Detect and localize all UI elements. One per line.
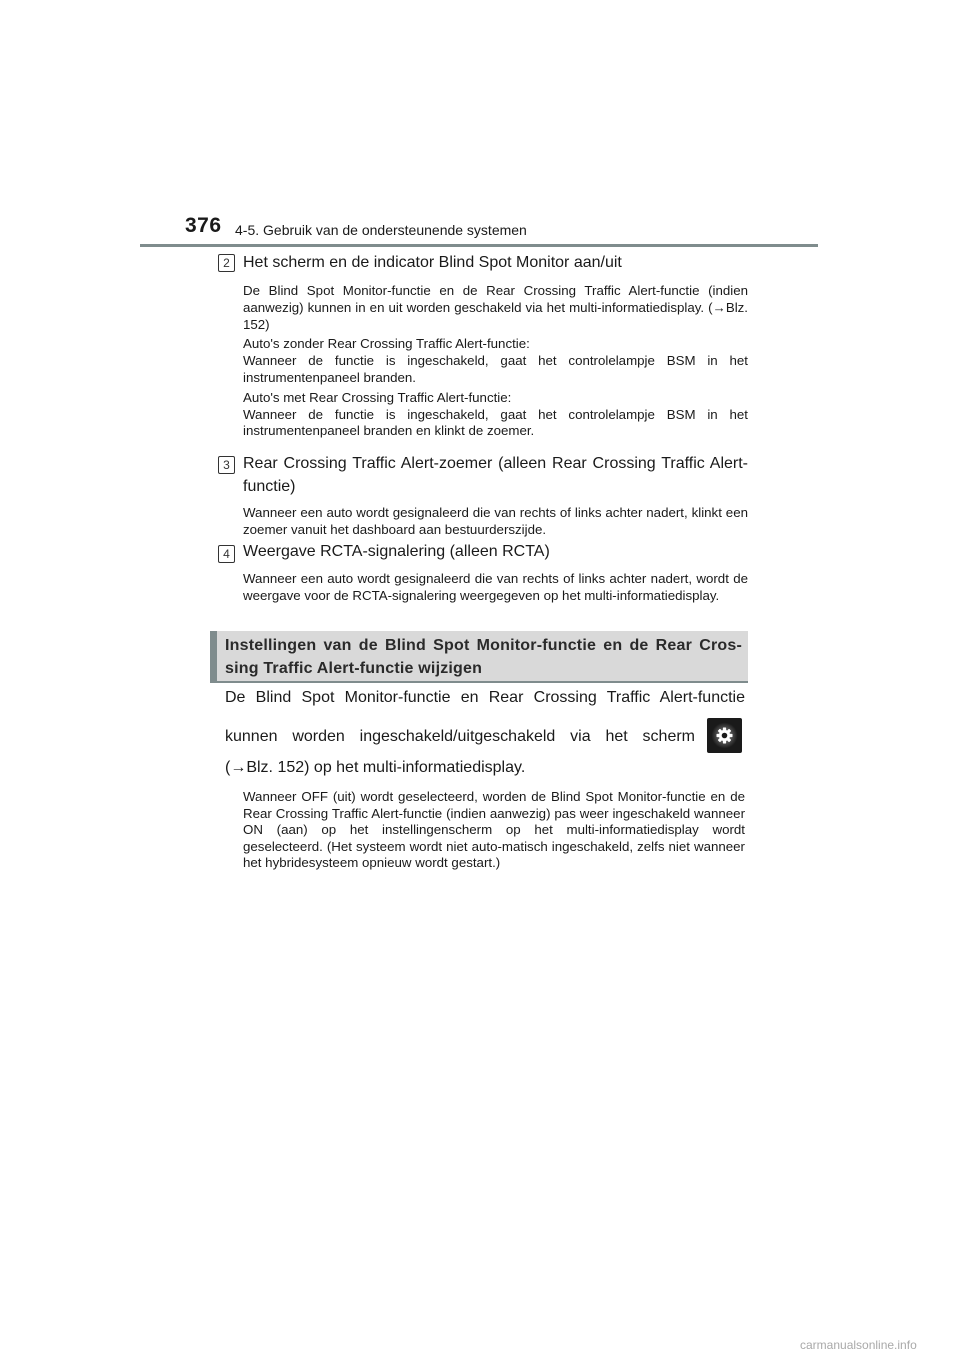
section-lead-line-3: (→Blz. 152) op het multi-informatiedisplay.	[225, 759, 526, 776]
header-rule	[140, 244, 818, 247]
list-item	[218, 540, 748, 608]
paragraph: De Blind Spot Monitor-functie en de Rear Crossing Traffic Alert-functie (indien aanwezig) kunnen in en uit worden geschakeld via het multi-informatiedisplay. (→Blz. 152)	[243, 283, 748, 332]
section-title: Instellingen van de Blind Spot Monitor-functie en de Rear Cros- sing Traffic Alert-functie wijzigen	[225, 637, 742, 677]
item-body	[243, 505, 748, 539]
item-number-badge: 4	[218, 545, 235, 563]
item-title: Weergave RCTA-signalering (alleen RCTA)	[243, 543, 550, 560]
paragraph: Wanneer de functie is ingeschakeld, gaat het controlelampje BSM in het instrumentenpaneel branden.	[243, 353, 748, 385]
paragraph: Auto's met Rear Crossing Traffic Alert-functie:	[243, 389, 512, 405]
chapter-title: 4-5. Gebruik van de ondersteunende systemen	[235, 222, 527, 238]
list-item	[218, 251, 748, 443]
item-body	[243, 283, 748, 440]
item-title: Het scherm en de indicator Blind Spot Monitor aan/uit	[243, 254, 622, 271]
item-number-badge: 3	[218, 456, 235, 474]
item-body	[243, 571, 748, 605]
paragraph: Wanneer de functie is ingeschakeld, gaat het controlelampje BSM in het instrumentenpaneel branden en klinkt de zoemer.	[243, 406, 748, 439]
page-number: 376	[185, 214, 222, 237]
paragraph: Wanneer een auto wordt gesignaleerd die van rechts of links achter nadert, klinkt een zoemer vanuit het dashboard aan bestuurderszijde.	[243, 505, 748, 537]
section-heading	[210, 631, 748, 681]
list-item	[218, 452, 748, 542]
item-title: Rear Crossing Traffic Alert-zoemer (alleen Rear Crossing Traffic Alert-functie)	[243, 455, 748, 495]
gear-icon	[707, 718, 742, 753]
section-lead-line-2: kunnen worden ingeschakeld/uitgeschakeld via het scherm	[225, 728, 695, 745]
section-rule	[210, 681, 748, 683]
item-number-badge: 2	[218, 254, 235, 272]
paragraph: Auto's zonder Rear Crossing Traffic Alert-functie:	[243, 336, 530, 352]
paragraph: Wanneer een auto wordt gesignaleerd die van rechts of links achter nadert, wordt de weergave voor de RCTA-signalering weergegeven op het multi-informatiedisplay.	[243, 571, 748, 603]
section-note: Wanneer OFF (uit) wordt geselecteerd, worden de Blind Spot Monitor-functie en de Rear Crossing Traffic Alert-functie (indien aanwezig) pas weer ingeschakeld wanneer ON (aan) op het instellingenscherm op het multi-informatiedisplay wordt geselecteerd. (Het systeem wordt niet auto-matisch ingeschakeld, zelfs niet wanneer het hybridesysteem opnieuw wordt gestart.)	[243, 789, 745, 871]
section-lead-line-1: De Blind Spot Monitor-functie en Rear Crossing Traffic Alert-functie	[225, 689, 745, 706]
watermark: carmanualsonline.info	[800, 1338, 917, 1352]
settings-gear-icon	[707, 718, 742, 753]
